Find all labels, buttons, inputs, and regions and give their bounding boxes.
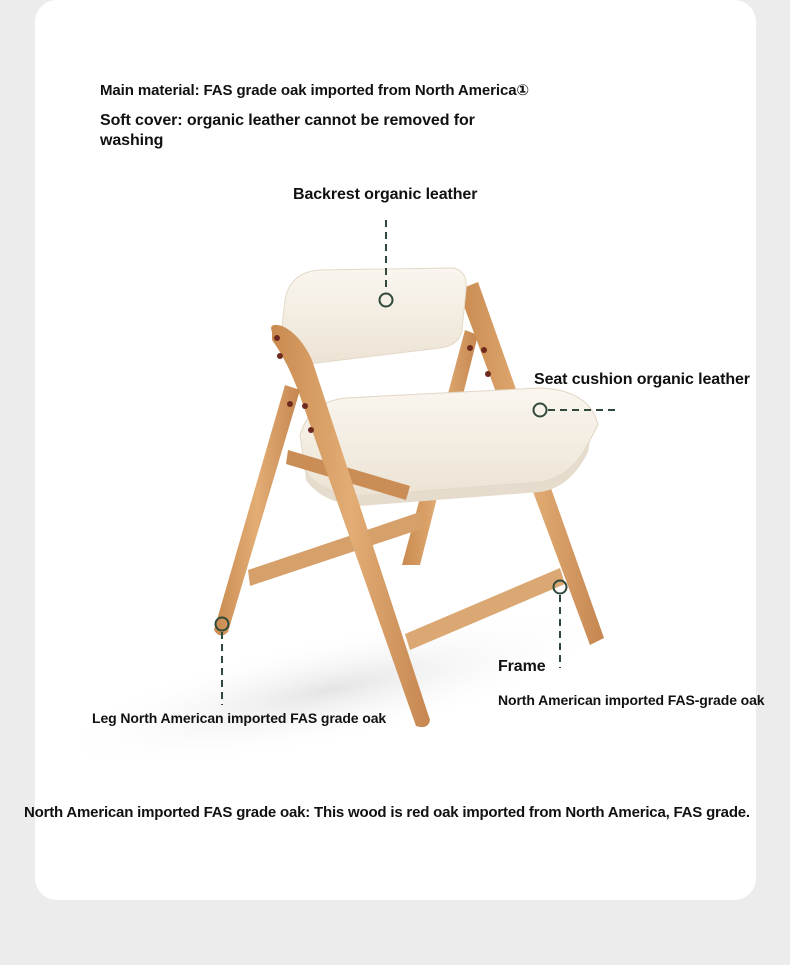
frame-label: Frame: [498, 658, 546, 675]
main-material-spec: Main material: FAS grade oak imported from North America①: [100, 82, 530, 99]
backrest-cushion: [280, 268, 466, 365]
footer-note: North American imported FAS grade oak: This wood is red oak imported from North America, FAS grade.: [24, 804, 750, 821]
backrest-label: Backrest organic leather: [293, 186, 478, 203]
floor-shadow: [35, 576, 625, 804]
soft-cover-spec: Soft cover: organic leather cannot be removed for washing: [100, 112, 475, 149]
leg-label: Leg North American imported FAS grade oak: [92, 710, 387, 726]
rear-stretcher: [248, 512, 424, 586]
frame-detail-label: North American imported FAS-grade oak: [498, 692, 765, 708]
seat-cushion-label: Seat cushion organic leather: [534, 371, 750, 388]
front-leg: [214, 385, 300, 636]
